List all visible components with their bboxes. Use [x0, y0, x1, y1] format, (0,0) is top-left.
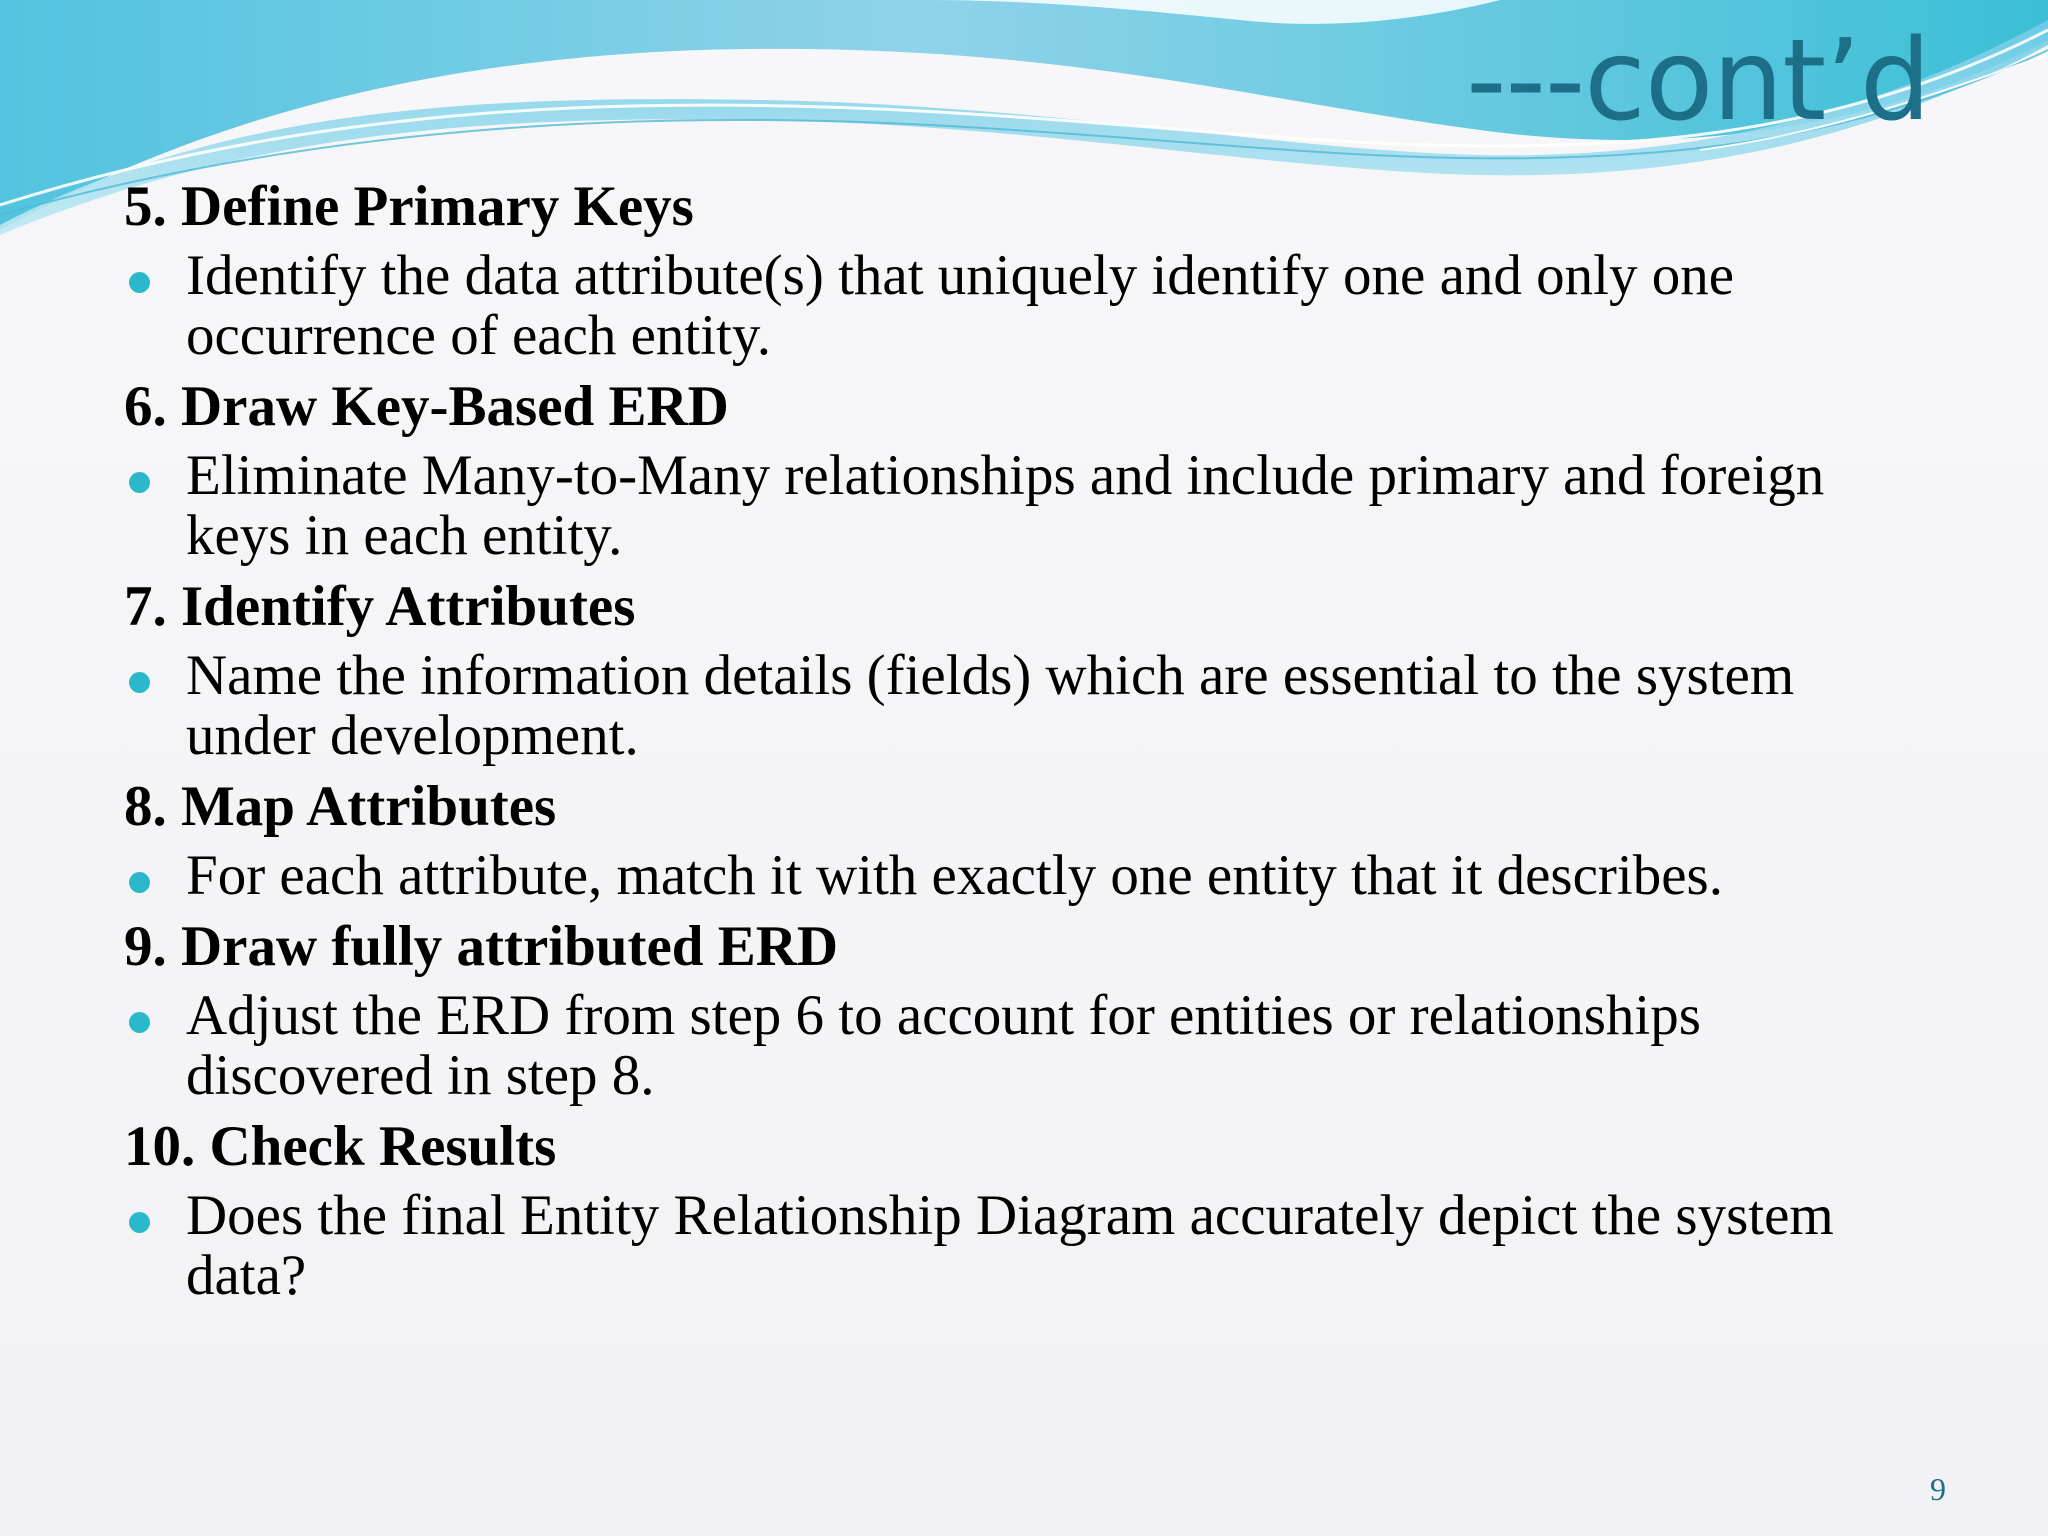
step-bullet-text: For each attribute, match it with exactly one entity that it describes.: [186, 844, 1723, 907]
bullet-dot-icon: [129, 472, 150, 493]
step-heading: 7. Identify Attributes: [124, 575, 636, 638]
step-bullet-text: Adjust the ERD from step 6 to account for entities or relationships discovered in step 8.: [186, 984, 1701, 1107]
step-heading: 6. Draw Key-Based ERD: [124, 375, 729, 438]
step-bullet: [124, 246, 1924, 366]
step-9: [124, 914, 1924, 1106]
bullet-dot-icon: [129, 672, 150, 693]
step-bullet-text: Does the final Entity Relationship Diagram accurately depict the system data?: [186, 1184, 1834, 1307]
step-bullet: [124, 986, 1924, 1106]
bullet-dot-icon: [129, 272, 150, 293]
step-heading: 5. Define Primary Keys: [124, 175, 694, 238]
page-number: 9: [1930, 1471, 1946, 1507]
step-10: [124, 1114, 1924, 1306]
step-heading: 9. Draw fully attributed ERD: [124, 915, 839, 978]
step-heading: 8. Map Attributes: [124, 775, 557, 838]
step-bullet: [124, 846, 1924, 906]
slide-title: ---cont’d: [1466, 16, 1930, 146]
step-bullet: [124, 1186, 1924, 1306]
step-bullet-text: Identify the data attribute(s) that uniquely identify one and only one occurrence of each entity.: [186, 244, 1735, 367]
step-8: [124, 774, 1924, 906]
step-6: [124, 374, 1924, 566]
step-heading: 10. Check Results: [124, 1115, 557, 1178]
step-bullet-text: Eliminate Many-to-Many relationships and include primary and foreign keys in each entity.: [186, 444, 1825, 567]
step-bullet: [124, 646, 1924, 766]
step-5: [124, 174, 1924, 366]
bullet-dot-icon: [129, 872, 150, 893]
step-bullet-text: Name the information details (fields) which are essential to the system under development.: [186, 644, 1795, 767]
step-7: [124, 574, 1924, 766]
bullet-dot-icon: [129, 1212, 150, 1233]
step-bullet: [124, 446, 1924, 566]
bullet-dot-icon: [129, 1012, 150, 1033]
steps-list: [124, 174, 1924, 1314]
